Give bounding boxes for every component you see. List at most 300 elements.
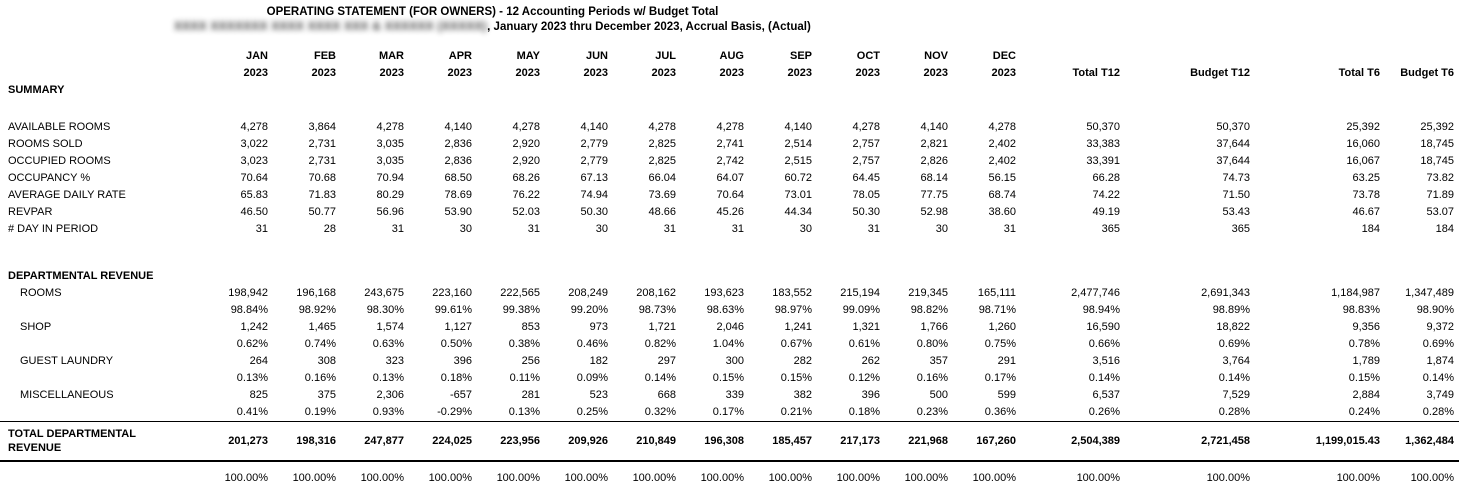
- value-cell: 365: [1101, 223, 1120, 235]
- percent-cell: 98.89%: [1212, 304, 1250, 316]
- percent-cell: 99.09%: [842, 304, 880, 316]
- value-cell: 4,278: [240, 121, 268, 133]
- month-header-row: [0, 48, 1459, 65]
- year-header: 2023: [311, 67, 336, 79]
- value-cell: 3,023: [240, 155, 268, 167]
- value-cell: 4,140: [580, 121, 608, 133]
- value-cell: 50.30: [580, 206, 608, 218]
- grand-percent-cell: 100.00%: [496, 472, 540, 484]
- value-cell: 2,731: [308, 138, 336, 150]
- grand-percent-cell: 100.00%: [972, 472, 1016, 484]
- value-cell: 2,306: [376, 389, 404, 401]
- value-cell: 16,067: [1346, 155, 1380, 167]
- value-cell: 2,825: [648, 155, 676, 167]
- row-label: ROOMS: [20, 287, 62, 299]
- percent-cell: 0.24%: [1348, 406, 1380, 418]
- row-label: REVPAR: [8, 206, 53, 218]
- value-cell: 382: [793, 389, 812, 401]
- value-cell: 67.13: [580, 172, 608, 184]
- value-cell: 71.89: [1426, 189, 1454, 201]
- grand-percent-cell: 100.00%: [224, 472, 268, 484]
- grand-percent-cell: 100.00%: [904, 472, 948, 484]
- report-title-block: [0, 0, 985, 35]
- total-value-cell: 1,199,015.43: [1255, 422, 1385, 462]
- total-departmental-revenue-row: [0, 422, 1459, 462]
- value-cell: 73.78: [1352, 189, 1380, 201]
- year-header: 2023: [379, 67, 404, 79]
- percent-cell: 98.63%: [706, 304, 744, 316]
- value-cell: 16,060: [1346, 138, 1380, 150]
- year-header-row: [0, 65, 1459, 82]
- percent-cell: 0.66%: [1088, 338, 1120, 350]
- value-cell: 2,836: [444, 138, 472, 150]
- value-cell: 73.69: [648, 189, 676, 201]
- value-cell: 1,127: [444, 321, 472, 333]
- percent-cell: 0.23%: [916, 406, 948, 418]
- value-cell: 6,537: [1092, 389, 1120, 401]
- percent-cell: 98.30%: [366, 304, 404, 316]
- value-cell: 2,046: [716, 321, 744, 333]
- value-cell: 184: [1435, 223, 1454, 235]
- percent-row: [0, 404, 1459, 422]
- percent-cell: 0.14%: [1218, 372, 1250, 384]
- value-cell: 184: [1361, 223, 1380, 235]
- value-cell: 63.25: [1352, 172, 1380, 184]
- value-cell: 73.01: [784, 189, 812, 201]
- value-cell: 31: [391, 223, 404, 235]
- value-cell: 4,278: [512, 121, 540, 133]
- percent-cell: -0.29%: [437, 406, 472, 418]
- value-cell: 71.83: [308, 189, 336, 201]
- month-header: JUL: [655, 50, 676, 62]
- percent-cell: 0.69%: [1218, 338, 1250, 350]
- percent-cell: 0.14%: [1422, 372, 1454, 384]
- total-value-cell: 224,025: [409, 422, 477, 462]
- percent-cell: 98.83%: [1342, 304, 1380, 316]
- value-cell: 1,184,987: [1331, 287, 1380, 299]
- value-cell: 30: [935, 223, 948, 235]
- value-cell: 46.50: [240, 206, 268, 218]
- value-cell: 825: [249, 389, 268, 401]
- total-value-cell: 198,316: [273, 422, 341, 462]
- value-cell: 4,278: [988, 121, 1016, 133]
- table-row: [0, 170, 1459, 187]
- year-header: 2023: [243, 67, 268, 79]
- grand-percent-cell: 100.00%: [1076, 472, 1120, 484]
- section-header-row: [0, 82, 1459, 119]
- value-cell: 73.82: [1426, 172, 1454, 184]
- redacted-property-name: XXXX XXXXXXX XXXX XXXX XXX & XXXXXX (XXXXX): [174, 21, 488, 33]
- value-cell: 66.28: [1092, 172, 1120, 184]
- value-cell: 339: [725, 389, 744, 401]
- year-header: 2023: [651, 67, 676, 79]
- value-cell: 50,370: [1216, 121, 1250, 133]
- value-cell: 1,465: [308, 321, 336, 333]
- value-cell: 52.98: [920, 206, 948, 218]
- grand-percent-row: [0, 461, 1459, 487]
- value-cell: 1,260: [988, 321, 1016, 333]
- percent-cell: 0.50%: [440, 338, 472, 350]
- row-label: GUEST LAUNDRY: [20, 355, 114, 367]
- percent-cell: 0.21%: [780, 406, 812, 418]
- value-cell: 4,278: [648, 121, 676, 133]
- value-cell: 52.03: [512, 206, 540, 218]
- percent-cell: 0.78%: [1348, 338, 1380, 350]
- percent-cell: 0.69%: [1422, 338, 1454, 350]
- percent-cell: 0.15%: [780, 372, 812, 384]
- value-cell: 70.64: [716, 189, 744, 201]
- percent-cell: 0.12%: [848, 372, 880, 384]
- value-cell: 9,356: [1352, 321, 1380, 333]
- month-header: FEB: [314, 50, 336, 62]
- corner-cell: [0, 48, 205, 65]
- section-title: DEPARTMENTAL REVENUE: [8, 270, 154, 282]
- value-cell: 7,529: [1222, 389, 1250, 401]
- value-cell: 31: [255, 223, 268, 235]
- value-cell: 44.34: [784, 206, 812, 218]
- total-column-header: Total T6: [1338, 67, 1380, 79]
- section-title: SUMMARY: [8, 84, 65, 96]
- percent-cell: 0.46%: [576, 338, 608, 350]
- percent-cell: 0.15%: [1348, 372, 1380, 384]
- value-cell: 18,822: [1216, 321, 1250, 333]
- value-cell: 70.64: [240, 172, 268, 184]
- value-cell: 77.75: [920, 189, 948, 201]
- value-cell: 2,825: [648, 138, 676, 150]
- row-label: MISCELLANEOUS: [20, 389, 114, 401]
- value-cell: 4,140: [784, 121, 812, 133]
- value-cell: 68.74: [988, 189, 1016, 201]
- value-cell: 18,745: [1420, 155, 1454, 167]
- total-value-cell: 167,260: [953, 422, 1021, 462]
- total-value-cell: 209,926: [545, 422, 613, 462]
- value-cell: 256: [521, 355, 540, 367]
- total-value-cell: 221,968: [885, 422, 953, 462]
- value-cell: 1,766: [920, 321, 948, 333]
- value-cell: 323: [385, 355, 404, 367]
- month-header: SEP: [789, 50, 812, 62]
- grand-percent-cell: 100.00%: [768, 472, 812, 484]
- value-cell: 264: [249, 355, 268, 367]
- value-cell: 38.60: [988, 206, 1016, 218]
- total-column-header: Total T12: [1072, 67, 1120, 79]
- value-cell: 2,920: [512, 155, 540, 167]
- value-cell: 1,874: [1426, 355, 1454, 367]
- value-cell: 70.94: [376, 172, 404, 184]
- total-value-cell: 196,308: [681, 422, 749, 462]
- percent-cell: 0.25%: [576, 406, 608, 418]
- value-cell: 2,757: [852, 138, 880, 150]
- percent-cell: 0.80%: [916, 338, 948, 350]
- value-cell: 68.26: [512, 172, 540, 184]
- value-cell: 375: [317, 389, 336, 401]
- value-cell: 64.45: [852, 172, 880, 184]
- value-cell: 2,742: [716, 155, 744, 167]
- value-cell: 2,477,746: [1071, 287, 1120, 299]
- value-cell: 223,160: [432, 287, 472, 299]
- value-cell: 500: [929, 389, 948, 401]
- year-header: 2023: [447, 67, 472, 79]
- value-cell: 1,789: [1352, 355, 1380, 367]
- value-cell: 71.50: [1222, 189, 1250, 201]
- total-value-cell: 201,273: [205, 422, 273, 462]
- month-header: NOV: [924, 50, 948, 62]
- grand-percent-cell: 100.00%: [564, 472, 608, 484]
- percent-cell: 0.28%: [1218, 406, 1250, 418]
- percent-cell: 0.13%: [508, 406, 540, 418]
- total-column-header: Budget T6: [1400, 67, 1454, 79]
- year-header: 2023: [583, 67, 608, 79]
- value-cell: 31: [527, 223, 540, 235]
- value-cell: 2,884: [1352, 389, 1380, 401]
- percent-row: [0, 336, 1459, 353]
- table-row: [0, 119, 1459, 136]
- total-value-cell: 223,956: [477, 422, 545, 462]
- value-cell: 4,140: [920, 121, 948, 133]
- empty-header-cell: [1385, 48, 1459, 65]
- percent-cell: 0.63%: [372, 338, 404, 350]
- value-cell: 74.22: [1092, 189, 1120, 201]
- row-label: AVAILABLE ROOMS: [8, 121, 111, 133]
- total-row-label-text: TOTAL DEPARTMENTAL REVENUE: [8, 428, 136, 454]
- month-header: APR: [448, 50, 472, 62]
- year-header: 2023: [787, 67, 812, 79]
- value-cell: 2,821: [920, 138, 948, 150]
- empty-header-cell: [1125, 48, 1255, 65]
- percent-cell: 99.38%: [502, 304, 540, 316]
- table-row: [0, 387, 1459, 404]
- value-cell: 853: [521, 321, 540, 333]
- grand-percent-cell: 100.00%: [836, 472, 880, 484]
- percent-cell: 0.17%: [984, 372, 1016, 384]
- percent-cell: 0.18%: [440, 372, 472, 384]
- value-cell: 80.29: [376, 189, 404, 201]
- empty-header-cell: [1255, 48, 1385, 65]
- value-cell: 31: [867, 223, 880, 235]
- value-cell: 56.15: [988, 172, 1016, 184]
- value-cell: 208,162: [636, 287, 676, 299]
- value-cell: 1,721: [648, 321, 676, 333]
- value-cell: 2,514: [784, 138, 812, 150]
- percent-cell: 98.73%: [638, 304, 676, 316]
- value-cell: 2,741: [716, 138, 744, 150]
- value-cell: 53.07: [1426, 206, 1454, 218]
- row-label: SHOP: [20, 321, 52, 333]
- table-row: [0, 319, 1459, 336]
- value-cell: 2,836: [444, 155, 472, 167]
- percent-cell: 99.61%: [434, 304, 472, 316]
- row-label: ROOMS SOLD: [8, 138, 83, 150]
- value-cell: 45.26: [716, 206, 744, 218]
- value-cell: 1,574: [376, 321, 404, 333]
- value-cell: 215,194: [840, 287, 880, 299]
- percent-cell: 98.84%: [230, 304, 268, 316]
- grand-percent-cell: 100.00%: [1336, 472, 1380, 484]
- value-cell: 78.69: [444, 189, 472, 201]
- value-cell: 50.77: [308, 206, 336, 218]
- report-subtitle: [0, 20, 985, 35]
- total-value-cell: 2,504,389: [1021, 422, 1125, 462]
- value-cell: 1,242: [240, 321, 268, 333]
- row-label: # DAY IN PERIOD: [8, 223, 99, 235]
- value-cell: 297: [657, 355, 676, 367]
- value-cell: 78.05: [852, 189, 880, 201]
- value-cell: 66.04: [648, 172, 676, 184]
- value-cell: 50.30: [852, 206, 880, 218]
- percent-cell: 0.17%: [712, 406, 744, 418]
- percent-cell: 99.20%: [570, 304, 608, 316]
- percent-cell: 0.14%: [1088, 372, 1120, 384]
- value-cell: 2,826: [920, 155, 948, 167]
- row-label: [0, 370, 205, 387]
- percent-cell: 98.90%: [1416, 304, 1454, 316]
- value-cell: 2,731: [308, 155, 336, 167]
- value-cell: 973: [589, 321, 608, 333]
- month-header: MAR: [378, 50, 404, 62]
- value-cell: 2,691,343: [1201, 287, 1250, 299]
- value-cell: 4,278: [716, 121, 744, 133]
- value-cell: 37,644: [1216, 155, 1250, 167]
- month-header: JUN: [585, 50, 608, 62]
- total-row-label: [0, 422, 205, 462]
- corner-cell: [0, 65, 205, 82]
- percent-cell: 0.67%: [780, 338, 812, 350]
- row-label: [0, 461, 205, 487]
- value-cell: 64.07: [716, 172, 744, 184]
- value-cell: 291: [997, 355, 1016, 367]
- grand-percent-cell: 100.00%: [360, 472, 404, 484]
- value-cell: 300: [725, 355, 744, 367]
- value-cell: 76.22: [512, 189, 540, 201]
- page-title: OPERATING STATEMENT (FOR OWNERS) - 12 Accounting Periods w/ Budget Total: [266, 6, 719, 18]
- value-cell: 68.50: [444, 172, 472, 184]
- percent-cell: 0.26%: [1088, 406, 1120, 418]
- value-cell: 70.68: [308, 172, 336, 184]
- table-row: [0, 136, 1459, 153]
- row-label: [0, 404, 205, 422]
- value-cell: 357: [929, 355, 948, 367]
- month-header: JAN: [245, 50, 268, 62]
- total-value-cell: 2,721,458: [1125, 422, 1255, 462]
- month-header: OCT: [856, 50, 880, 62]
- total-value-cell: 210,849: [613, 422, 681, 462]
- value-cell: 3,035: [376, 138, 404, 150]
- percent-cell: 0.14%: [644, 372, 676, 384]
- value-cell: 46.67: [1352, 206, 1380, 218]
- percent-cell: 0.16%: [304, 372, 336, 384]
- value-cell: 28: [323, 223, 336, 235]
- percent-cell: 0.13%: [236, 372, 268, 384]
- year-header: 2023: [515, 67, 540, 79]
- value-cell: 31: [1003, 223, 1016, 235]
- value-cell: 33,391: [1086, 155, 1120, 167]
- value-cell: 9,372: [1426, 321, 1454, 333]
- table-row: [0, 204, 1459, 221]
- table-row: [0, 153, 1459, 170]
- table-row: [0, 221, 1459, 238]
- value-cell: 523: [589, 389, 608, 401]
- value-cell: 182: [589, 355, 608, 367]
- value-cell: 208,249: [568, 287, 608, 299]
- percent-row: [0, 302, 1459, 319]
- percent-cell: 0.75%: [984, 338, 1016, 350]
- month-header: MAY: [516, 50, 540, 62]
- value-cell: 2,779: [580, 138, 608, 150]
- grand-percent-cell: 100.00%: [1206, 472, 1250, 484]
- value-cell: 2,402: [988, 138, 1016, 150]
- operating-statement-table: [0, 48, 1459, 487]
- grand-percent-cell: 100.00%: [632, 472, 676, 484]
- value-cell: 396: [861, 389, 880, 401]
- value-cell: 2,515: [784, 155, 812, 167]
- section-header-row: [0, 238, 1459, 285]
- total-value-cell: 217,173: [817, 422, 885, 462]
- table-body: [0, 82, 1459, 487]
- value-cell: 3,022: [240, 138, 268, 150]
- percent-cell: 98.82%: [910, 304, 948, 316]
- value-cell: 2,920: [512, 138, 540, 150]
- percent-cell: 0.74%: [304, 338, 336, 350]
- value-cell: 30: [595, 223, 608, 235]
- value-cell: 4,140: [444, 121, 472, 133]
- value-cell: 196,168: [296, 287, 336, 299]
- value-cell: 365: [1231, 223, 1250, 235]
- value-cell: 2,779: [580, 155, 608, 167]
- value-cell: 243,675: [364, 287, 404, 299]
- row-label: [0, 336, 205, 353]
- percent-cell: 0.41%: [236, 406, 268, 418]
- value-cell: 31: [663, 223, 676, 235]
- value-cell: 183,552: [772, 287, 812, 299]
- value-cell: 2,402: [988, 155, 1016, 167]
- grand-percent-cell: 100.00%: [292, 472, 336, 484]
- value-cell: 4,278: [376, 121, 404, 133]
- value-cell: 165,111: [977, 287, 1016, 299]
- value-cell: 53.43: [1222, 206, 1250, 218]
- value-cell: 222,565: [500, 287, 540, 299]
- percent-cell: 0.19%: [304, 406, 336, 418]
- value-cell: 3,764: [1222, 355, 1250, 367]
- percent-cell: 0.11%: [509, 372, 540, 384]
- value-cell: 74.73: [1222, 172, 1250, 184]
- value-cell: 60.72: [784, 172, 812, 184]
- value-cell: 3,864: [308, 121, 336, 133]
- value-cell: 16,590: [1086, 321, 1120, 333]
- value-cell: 599: [997, 389, 1016, 401]
- value-cell: -657: [449, 389, 472, 401]
- subtitle-period-text: , January 2023 thru December 2023, Accrual Basis, (Actual): [487, 21, 811, 33]
- percent-cell: 0.16%: [916, 372, 948, 384]
- value-cell: 56.96: [376, 206, 404, 218]
- row-label: [0, 302, 205, 319]
- value-cell: 198,942: [228, 287, 268, 299]
- value-cell: 282: [793, 355, 812, 367]
- value-cell: 4,278: [852, 121, 880, 133]
- value-cell: 281: [521, 389, 540, 401]
- row-label: OCCUPIED ROOMS: [8, 155, 111, 167]
- grand-percent-cell: 100.00%: [428, 472, 472, 484]
- value-cell: 193,623: [704, 287, 744, 299]
- percent-cell: 0.09%: [576, 372, 608, 384]
- total-value-cell: 185,457: [749, 422, 817, 462]
- percent-cell: 98.71%: [978, 304, 1016, 316]
- value-cell: 668: [657, 389, 676, 401]
- value-cell: 30: [459, 223, 472, 235]
- percent-cell: 0.82%: [644, 338, 676, 350]
- row-label: OCCUPANCY %: [8, 172, 91, 184]
- percent-cell: 0.32%: [644, 406, 676, 418]
- value-cell: 31: [731, 223, 744, 235]
